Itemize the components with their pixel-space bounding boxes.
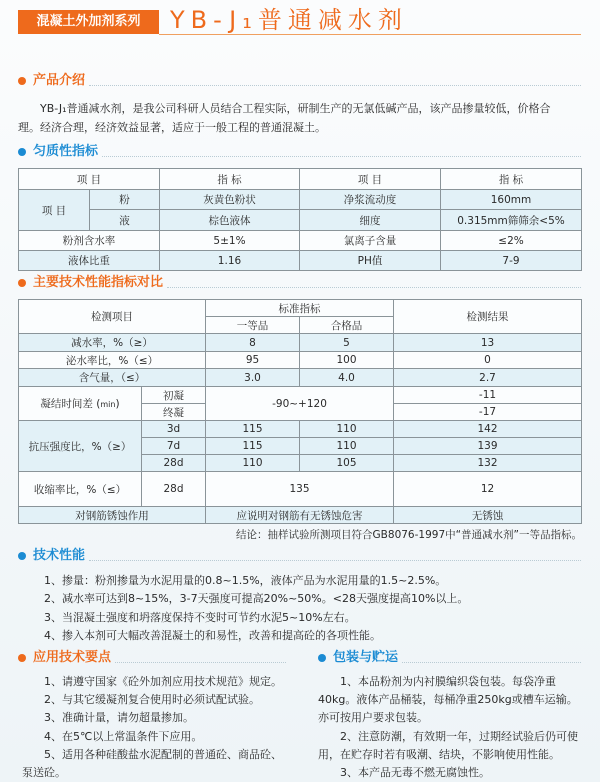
cell: 28d [142,455,206,472]
list-item: 2、减水率可达到8~15%，3-7天强度可提高20%~50%。<28天强度提高10%以上。 [44,592,469,606]
section-intro-heading [18,73,581,89]
performance-table [18,299,582,524]
cell: 100 [300,352,394,369]
bullet-icon [18,552,26,560]
table-row [19,352,582,369]
heading-text: 产品介绍 [33,73,86,88]
list-item: 泵送砼。 [22,766,66,780]
table-row [19,231,582,251]
cell: 含气量，（≤） [19,369,206,387]
table-header-row [19,169,582,190]
cell: 液体比重 [19,251,160,271]
cell: 氯离子含量 [300,231,441,251]
table-row [19,387,582,404]
title-divider [159,34,581,35]
section-uniformity-heading [18,144,581,160]
list-item: 3、准确计量，请勿超量掺加。 [44,711,194,725]
list-item: 1、请遵守国家《砼外加剂应用技术规范》规定。 [44,675,282,688]
cell: 灰黄色粉状 [160,190,300,210]
cell: -11 [394,387,582,404]
cell: 3.0 [206,369,300,387]
test-conclusion: 结论：抽样试验所测项目符合GB8076-1997中“普通减水剂”一等品指标。 [236,529,582,541]
cell: 凝结时间差 (min) [19,387,142,421]
heading-text: 匀质性指标 [33,144,99,159]
cell: 3d [142,421,206,438]
cell: 无锈蚀 [394,507,582,524]
heading-text: 技术性能 [33,548,86,563]
cell: 7d [142,438,206,455]
series-tag: 混凝土外加剂系列 [18,10,159,34]
packaging-text [318,673,583,782]
cell: 粉 [90,190,160,210]
cell: 95 [206,352,300,369]
heading-text: 包装与贮运 [333,650,399,665]
cell: 110 [300,421,394,438]
header-cell: 项 目 [19,169,160,190]
heading-text: 主要技术性能指标对比 [33,275,164,290]
bullet-icon [18,77,26,85]
table-row [19,251,582,271]
header-cell: 检测项目 [19,300,206,334]
cell: 项 目 [19,190,90,231]
bullet-icon [18,654,26,662]
cell: 28d [142,472,206,507]
header-cell: 一等品 [206,317,300,334]
cell: 115 [206,438,300,455]
cell: 132 [394,455,582,472]
cell: -17 [394,404,582,421]
text-line: 2、注意防潮，有效期一年，过期经试验后仍可使 [340,729,578,743]
text-line: 40kg。液体产品桶装，每桶净重250kg或槽车运输。 [318,693,578,707]
cell: 115 [206,421,300,438]
header-cell: 标准指标 [206,300,394,317]
cell: 粉剂含水率 [19,231,160,251]
text-line: 1、本品粉剂为内衬膜编织袋包装。每袋净重 [340,675,556,688]
section-performance-heading [18,275,581,291]
intro-line-1: YB-J₁普通减水剂，是我公司科研人员结合工程实际，研制生产的无氯低碱产品，该产品掺量较低，价格合 [40,102,551,115]
text-line: 3、本产品无毒不燃无腐蚀性。 [340,766,490,780]
table-row [19,210,582,231]
cell: 7-9 [441,251,582,271]
cell: 对钢筋锈蚀作用 [19,507,206,524]
text-line: 亦可按用户要求包装。 [318,711,428,725]
cell: 抗压强度比，%（≥） [19,421,142,472]
cell: 5 [300,334,394,352]
cell: 收缩率比，%（≤） [19,472,142,507]
section-application-heading [18,650,286,666]
header-cell: 指 标 [441,169,582,190]
cell: 减水率，%（≥） [19,334,206,352]
cell: 棕色液体 [160,210,300,231]
cell: 终凝 [142,404,206,421]
cell: 8 [206,334,300,352]
intro-line-2: 理。经济合理，经济效益显著，适应于一般工程的普通混凝土。 [18,121,326,134]
cell: 2.7 [394,369,582,387]
cell: 105 [300,455,394,472]
table-row [19,334,582,352]
cell-text: 凝结时间差 [40,398,93,410]
cell: 应说明对钢筋有无锈蚀危害 [206,507,394,524]
cell: 13 [394,334,582,352]
cell: PH值 [300,251,441,271]
bullet-icon [318,654,326,662]
cell: 液 [90,210,160,231]
table-row [19,472,582,507]
cell: 1.16 [160,251,300,271]
cell: 110 [300,438,394,455]
header-cell: 合格品 [300,317,394,334]
cell: 142 [394,421,582,438]
bullet-icon [18,279,26,287]
section-packaging-heading [318,650,581,666]
heading-text: 应用技术要点 [33,650,112,665]
table-row [19,421,582,438]
list-item: 4、掺入本剂可大幅改善混凝土的和易性，改善和提高砼的各项性能。 [44,628,381,642]
text-line: 用，在贮存时若有吸潮、结块，不影响使用性能。 [318,747,560,761]
table-header-row [19,300,582,317]
cell: 110 [206,455,300,472]
list-item: 4、在5℃以上常温条件下应用。 [44,729,203,743]
table-row [19,507,582,524]
cell: ≤2% [441,231,582,251]
header-cell: 项 目 [300,169,441,190]
cell: 细度 [300,210,441,231]
bullet-icon [18,148,26,156]
application-list [22,673,292,782]
cell: 0.315mm筛筛余<5% [441,210,582,231]
page-title: YB-J₁普通减水剂 [170,6,408,34]
list-item: 3、当混凝土强度和坍落度保持不变时可节约水泥5~10%左右。 [44,610,356,624]
cell: 139 [394,438,582,455]
cell: 135 [206,472,394,507]
cell: 4.0 [300,369,394,387]
cell: 0 [394,352,582,369]
cell: 净浆流动度 [300,190,441,210]
unit-text: min [100,400,116,409]
list-item: 5、适用各种硅酸盐水泥配制的普通砼、商品砼、 [44,747,282,761]
cell: 160mm [441,190,582,210]
cell: 5±1% [160,231,300,251]
tech-list [44,572,468,645]
cell: -90~+120 [206,387,394,421]
header-cell: 检测结果 [394,300,582,334]
cell: 初凝 [142,387,206,404]
table-row [19,190,582,210]
uniformity-table [18,168,582,271]
list-item: 1、掺量：粉剂掺量为水泥用量的0.8~1.5%，液体产品为水泥用量的1.5~2.5%。 [44,574,447,587]
table-row [19,369,582,387]
cell: 泌水率比，%（≤） [19,352,206,369]
cell: 12 [394,472,582,507]
list-item: 2、与其它缓凝剂复合使用时必须试配试验。 [44,693,260,707]
section-tech-heading [18,548,581,564]
header-cell: 指 标 [160,169,300,190]
